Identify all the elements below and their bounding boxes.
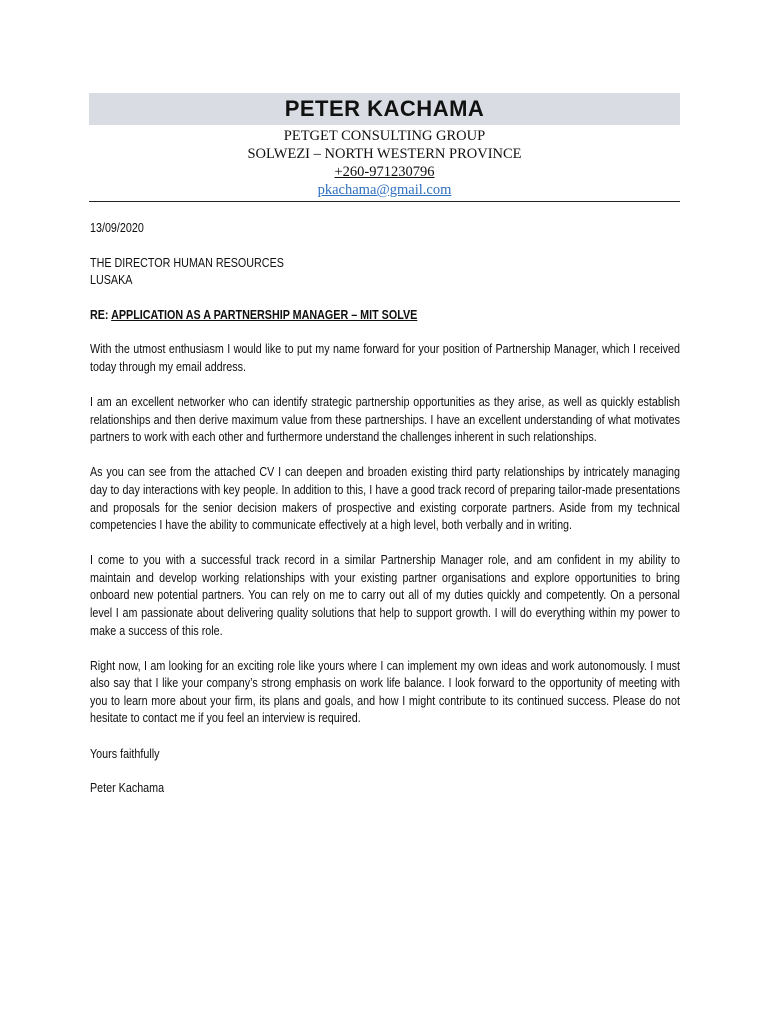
email-link[interactable]: pkachama@gmail.com <box>317 182 452 198</box>
subject-line <box>90 307 680 325</box>
subject-prefix: RE: <box>90 307 112 322</box>
header-divider <box>89 201 680 202</box>
company-name: PETGET CONSULTING GROUP <box>283 128 486 144</box>
paragraph: I am an excellent networker who can identify strategic partnership opportunities as they arise, as well as quickly establish relationships and then derive maximum value from these partnerships. I have an excellent understanding of what motivates partners to work with each other and furthermore understand the challenges inherent in such relationships. <box>90 395 680 445</box>
recipient-block <box>90 255 680 290</box>
letterhead <box>89 93 680 202</box>
phone-number[interactable]: +260-971230796 <box>334 164 435 180</box>
paragraph: I come to you with a successful track record in a similar Partnership Manager role, and am confident in my ability to maintain and develop working relationships with your existing partner organisations and explore opportunities to bring onboard new potential partners. You can rely on me to carry out all of my duties quickly and competently. On a personal level I am passionate about delivering quality solutions that help to support growth. I will do everything within my power to make a success of this role. <box>90 553 680 638</box>
closing: Yours faithfully <box>90 746 160 761</box>
letter-date: 13/09/2020 <box>90 221 144 235</box>
name-banner <box>89 93 680 125</box>
signature-name: Peter Kachama <box>90 781 165 796</box>
subject-text: APPLICATION AS A PARTNERSHIP MANAGER – MIT SOLVE <box>111 307 418 322</box>
letter-body <box>90 220 680 798</box>
paragraph: With the utmost enthusiasm I would like to put my name forward for your position of Partnership Manager, which I received today through my email address. <box>90 342 680 374</box>
recipient-city: LUSAKA <box>90 273 133 288</box>
sender-name: PETER KACHAMA <box>284 96 485 121</box>
paragraph: As you can see from the attached CV I can deepen and broaden existing third party relationships by intricately managing day to day interactions with key people. In addition to this, I have a good track record of preparing tailor-made presentations and proposals for the senior decision makers of prospective and existing corporate partners. Aside from my technical competencies I have the ability to communicate effectively at a high level, both verbally and in writing. <box>90 465 680 533</box>
contact-block <box>89 127 680 199</box>
location: SOLWEZI – NORTH WESTERN PROVINCE <box>247 146 522 162</box>
recipient-title: THE DIRECTOR HUMAN RESOURCES <box>90 255 284 270</box>
paragraph: Right now, I am looking for an exciting role like yours where I can implement my own ideas and work autonomously. I must also say that I like your company’s strong emphasis on work life balance. I look forward to the opportunity of meeting with you to learn more about your firm, its plans and goals, and how I might contribute to its continued success. Please do not hesitate to contact me if you feel an interview is required. <box>90 658 680 726</box>
